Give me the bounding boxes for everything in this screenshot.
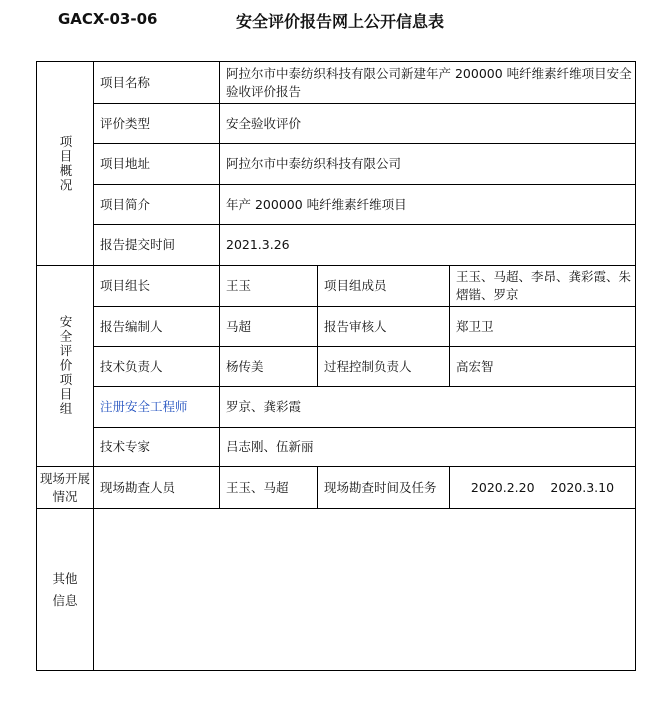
survey-time-label: 现场勘查时间及任务 [318, 467, 450, 509]
tech-expert-label: 技术专家 [94, 428, 220, 467]
eval-type-label: 评价类型 [94, 104, 220, 144]
safety-engineer-label: 注册安全工程师 [94, 387, 220, 428]
members-value: 王玉、马超、李昂、龚彩霞、朱熠锴、罗京 [450, 266, 636, 307]
row-report-author [37, 307, 636, 347]
document-code: GACX-03-06 [58, 10, 158, 28]
reviewer-label: 报告审核人 [318, 307, 450, 347]
row-tech-lead [37, 347, 636, 387]
members-label: 项目组成员 [318, 266, 450, 307]
row-project-name [37, 62, 636, 104]
project-intro-label: 项目简介 [94, 185, 220, 225]
section-other [37, 509, 94, 671]
safety-engineer-value: 罗京、龚彩霞 [220, 387, 636, 428]
section-overview-label: 项目概况 [58, 134, 73, 193]
row-safety-engineer [37, 387, 636, 428]
row-project-intro [37, 185, 636, 225]
surveyor-label: 现场勘查人员 [94, 467, 220, 509]
row-team-leader [37, 266, 636, 307]
tech-expert-value: 吕志刚、伍新丽 [220, 428, 636, 467]
section-team [37, 266, 94, 467]
row-eval-type [37, 104, 636, 144]
tech-lead-label: 技术负责人 [94, 347, 220, 387]
process-control-value: 高宏智 [450, 347, 636, 387]
project-address-label: 项目地址 [94, 144, 220, 185]
row-other-info [37, 509, 636, 671]
author-value: 马超 [220, 307, 318, 347]
row-tech-expert [37, 428, 636, 467]
author-label: 报告编制人 [94, 307, 220, 347]
leader-value: 王玉 [220, 266, 318, 307]
document-title: 安全评价报告网上公开信息表 [236, 12, 445, 31]
leader-label: 项目组长 [94, 266, 220, 307]
other-info-value [94, 509, 636, 671]
surveyor-value: 王玉、马超 [220, 467, 318, 509]
project-name-label: 项目名称 [94, 62, 220, 104]
reviewer-value: 郑卫卫 [450, 307, 636, 347]
row-submit-time [37, 225, 636, 266]
section-other-label: 其他信息 [52, 570, 78, 608]
submit-time-value: 2021.3.26 [220, 225, 636, 266]
info-table [36, 61, 636, 671]
section-team-label: 安全评价项目组 [58, 315, 73, 417]
eval-type-value: 安全验收评价 [220, 104, 636, 144]
process-control-label: 过程控制负责人 [318, 347, 450, 387]
tech-lead-value: 杨传美 [220, 347, 318, 387]
project-name-value: 阿拉尔市中泰纺织科技有限公司新建年产 200000 吨纤维素纤维项目安全验收评价报告 [220, 62, 636, 104]
section-field: 现场开展情况 [37, 467, 94, 509]
section-overview [37, 62, 94, 266]
project-intro-value: 年产 200000 吨纤维素纤维项目 [220, 185, 636, 225]
row-project-address [37, 144, 636, 185]
survey-time-value: 2020.2.20 2020.3.10 [450, 467, 636, 509]
row-field-work [37, 467, 636, 509]
project-address-value: 阿拉尔市中泰纺织科技有限公司 [220, 144, 636, 185]
submit-time-label: 报告提交时间 [94, 225, 220, 266]
